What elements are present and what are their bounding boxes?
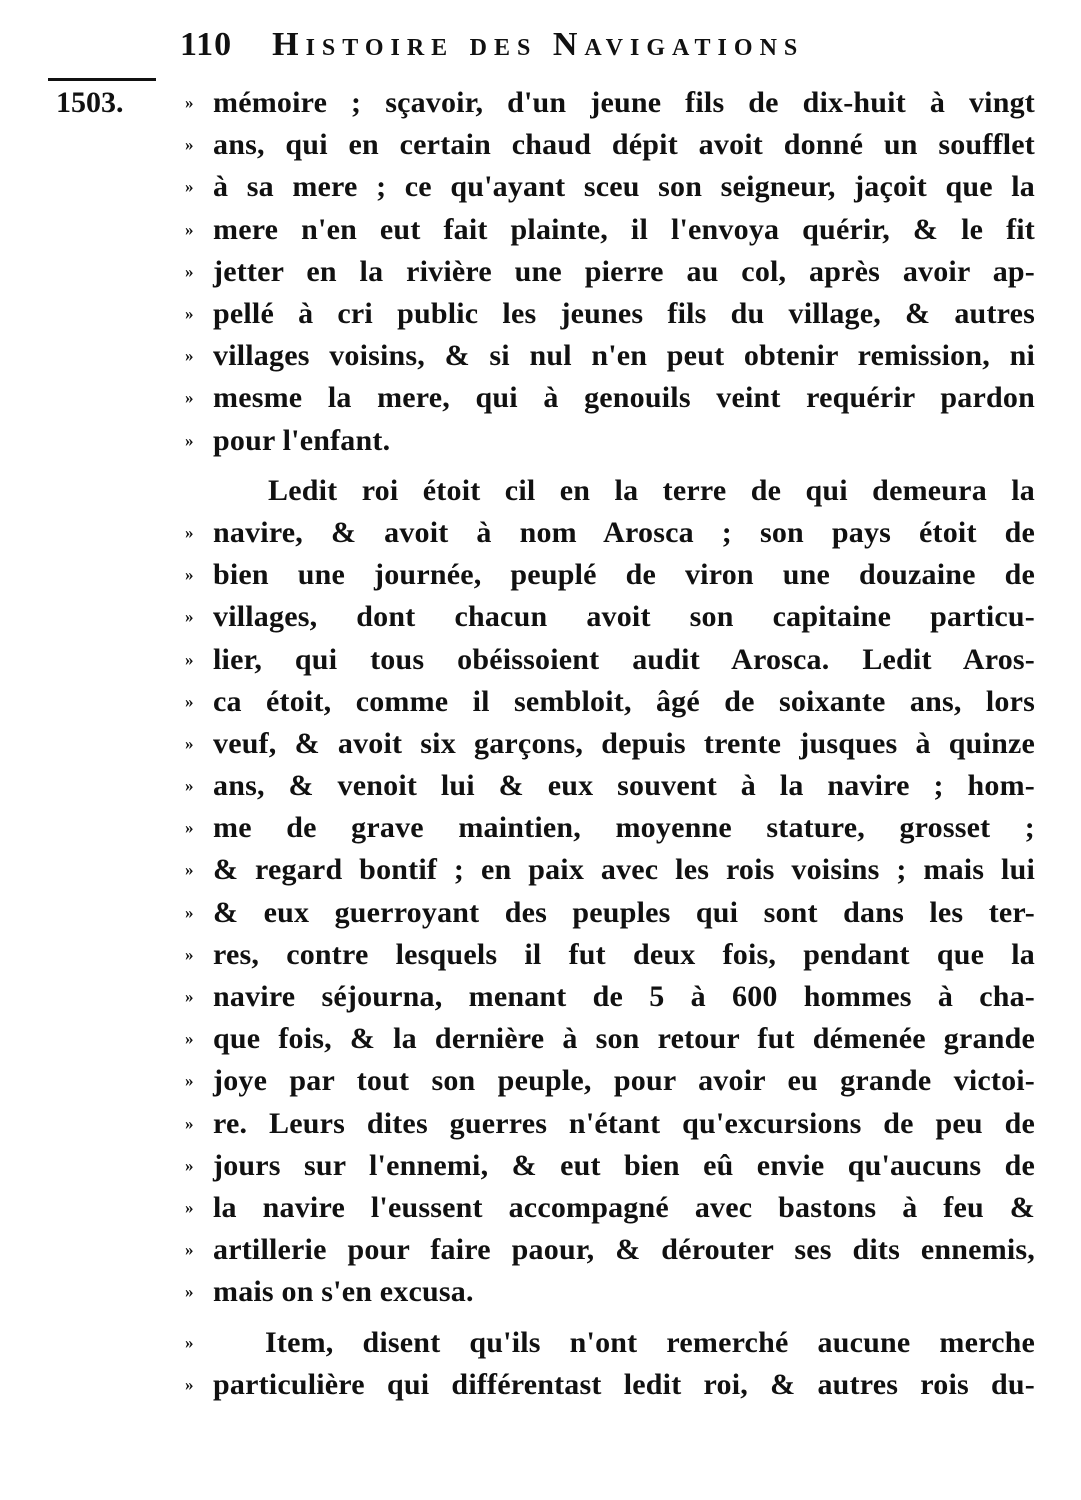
quotation-mark: » [185, 733, 194, 753]
line-text: villages voisins, & si nul n'en peut obtenir remission, ni [213, 339, 1035, 373]
quotation-mark: » [185, 1332, 194, 1352]
text-line [185, 1018, 1035, 1060]
line-text: veuf, & avoit six garçons, depuis trente jusques à quinze [213, 726, 1035, 760]
page-number: 110 [180, 26, 233, 63]
quotation-mark: » [185, 776, 194, 796]
running-title: Histoire des Navigations [272, 26, 805, 63]
line-text: pour l'enfant. [213, 423, 391, 457]
quotation-mark: » [185, 860, 194, 880]
line-text: la navire l'eussent accompagné avec bastons à feu & [213, 1190, 1035, 1224]
text-line [185, 934, 1035, 976]
paragraph [185, 470, 1035, 1314]
text-line [185, 638, 1035, 680]
text-line [185, 681, 1035, 723]
quotation-mark: » [185, 219, 194, 239]
margin-rule [48, 78, 156, 81]
line-text: particulière qui différentast ledit roi, & autres rois du- [213, 1367, 1035, 1401]
text-line [185, 1229, 1035, 1271]
text-line [185, 807, 1035, 849]
text-line [185, 1321, 1035, 1363]
text-line [185, 251, 1035, 293]
text-line [185, 209, 1035, 251]
text-line [185, 1364, 1035, 1406]
margin-year-note: 1503. [56, 86, 124, 119]
text-line [185, 1271, 1035, 1313]
line-text: me de grave maintien, moyenne stature, grosset ; [213, 811, 1035, 845]
quotation-mark: » [185, 1029, 194, 1049]
quotation-mark: » [185, 1374, 194, 1394]
line-text: joye par tout son peuple, pour avoir eu grande victoi- [213, 1064, 1035, 1098]
text-line [185, 849, 1035, 891]
quotation-mark: » [185, 1113, 194, 1133]
line-text: villages, dont chacun avoit son capitaine particu- [213, 600, 1035, 634]
line-text: mesme la mere, qui à genouils veint requérir pardon [213, 381, 1035, 415]
line-text: lier, qui tous obéissoient audit Arosca. Ledit Aros- [213, 642, 1035, 676]
line-text: que fois, & la dernière à son retour fut démenée grande [213, 1022, 1035, 1056]
quotation-mark: » [185, 93, 194, 113]
text-line [185, 1187, 1035, 1229]
line-text: mais on s'en excusa. [213, 1275, 474, 1309]
line-text: res, contre lesquels il fut deux fois, pendant que la [213, 937, 1035, 971]
line-text: jetter en la rivière une pierre au col, après avoir ap- [213, 254, 1035, 288]
line-text: & eux guerroyant des peuples qui sont dans les ter- [213, 895, 1035, 929]
line-text: navire séjourna, menant de 5 à 600 hommes à cha- [213, 980, 1035, 1014]
quotation-mark: » [185, 649, 194, 669]
text-line [185, 335, 1035, 377]
paragraph-gap [185, 1313, 1035, 1321]
text-line [185, 723, 1035, 765]
text-line [185, 293, 1035, 335]
line-text: navire, & avoit à nom Arosca ; son pays étoit de [213, 515, 1035, 549]
line-text: bien une journée, peuplé de viron une douzaine de [213, 558, 1035, 592]
text-line [185, 1145, 1035, 1187]
text-line [185, 420, 1035, 462]
text-line [185, 377, 1035, 419]
quotation-mark: » [185, 346, 194, 366]
quotation-mark: » [185, 1240, 194, 1260]
quotation-mark: » [185, 388, 194, 408]
quotation-mark: » [185, 135, 194, 155]
quotation-mark: » [185, 818, 194, 838]
line-text: artillerie pour faire paour, & dérouter ses dits ennemis, [213, 1233, 1035, 1267]
quotation-mark: » [185, 944, 194, 964]
text-line [185, 554, 1035, 596]
quotation-mark: » [185, 1197, 194, 1217]
line-text: Ledit roi étoit cil en la terre de qui demeura la [268, 473, 1035, 507]
quotation-mark: » [185, 304, 194, 324]
text-line [185, 765, 1035, 807]
line-text: & regard bontif ; en paix avec les rois voisins ; mais lui [213, 853, 1035, 887]
text-line [185, 166, 1035, 208]
quotation-mark: » [185, 522, 194, 542]
line-text: mémoire ; sçavoir, d'un jeune fils de dix-huit à vingt [213, 86, 1035, 120]
quotation-mark: » [185, 565, 194, 585]
quotation-mark: » [185, 1071, 194, 1091]
body-text [185, 82, 1035, 1406]
line-text: jours sur l'ennemi, & eut bien eû envie qu'aucuns de [213, 1148, 1035, 1182]
quotation-mark: » [185, 1155, 194, 1175]
quotation-mark: » [185, 261, 194, 281]
quotation-mark: » [185, 691, 194, 711]
quotation-mark: » [185, 1282, 194, 1302]
paragraph [185, 1321, 1035, 1405]
running-header [180, 26, 960, 76]
line-text: pellé à cri public les jeunes fils du village, & autres [213, 297, 1035, 331]
line-text: à sa mere ; ce qu'ayant sceu son seigneur, jaçoit que la [213, 170, 1035, 204]
quotation-mark: » [185, 177, 194, 197]
paragraph-gap [185, 462, 1035, 470]
text-line [185, 124, 1035, 166]
line-text: mere n'en eut fait plainte, il l'envoya quérir, & le fit [213, 212, 1035, 246]
line-text: Item, disent qu'ils n'ont remerché aucune merche [265, 1325, 1035, 1359]
text-line [185, 470, 1035, 512]
text-line [185, 512, 1035, 554]
paragraph [185, 82, 1035, 462]
text-line [185, 1060, 1035, 1102]
text-line [185, 976, 1035, 1018]
text-line [185, 892, 1035, 934]
line-text: ans, qui en certain chaud dépit avoit donné un soufflet [213, 128, 1035, 162]
text-line [185, 1103, 1035, 1145]
quotation-mark: » [185, 987, 194, 1007]
quotation-mark: » [185, 430, 194, 450]
line-text: ca étoit, comme il sembloit, âgé de soixante ans, lors [213, 684, 1035, 718]
line-text: re. Leurs dites guerres n'étant qu'excursions de peu de [213, 1106, 1035, 1140]
text-line [185, 596, 1035, 638]
quotation-mark: » [185, 902, 194, 922]
quotation-mark: » [185, 607, 194, 627]
text-line [185, 82, 1035, 124]
line-text: ans, & venoit lui & eux souvent à la navire ; hom- [213, 769, 1035, 803]
